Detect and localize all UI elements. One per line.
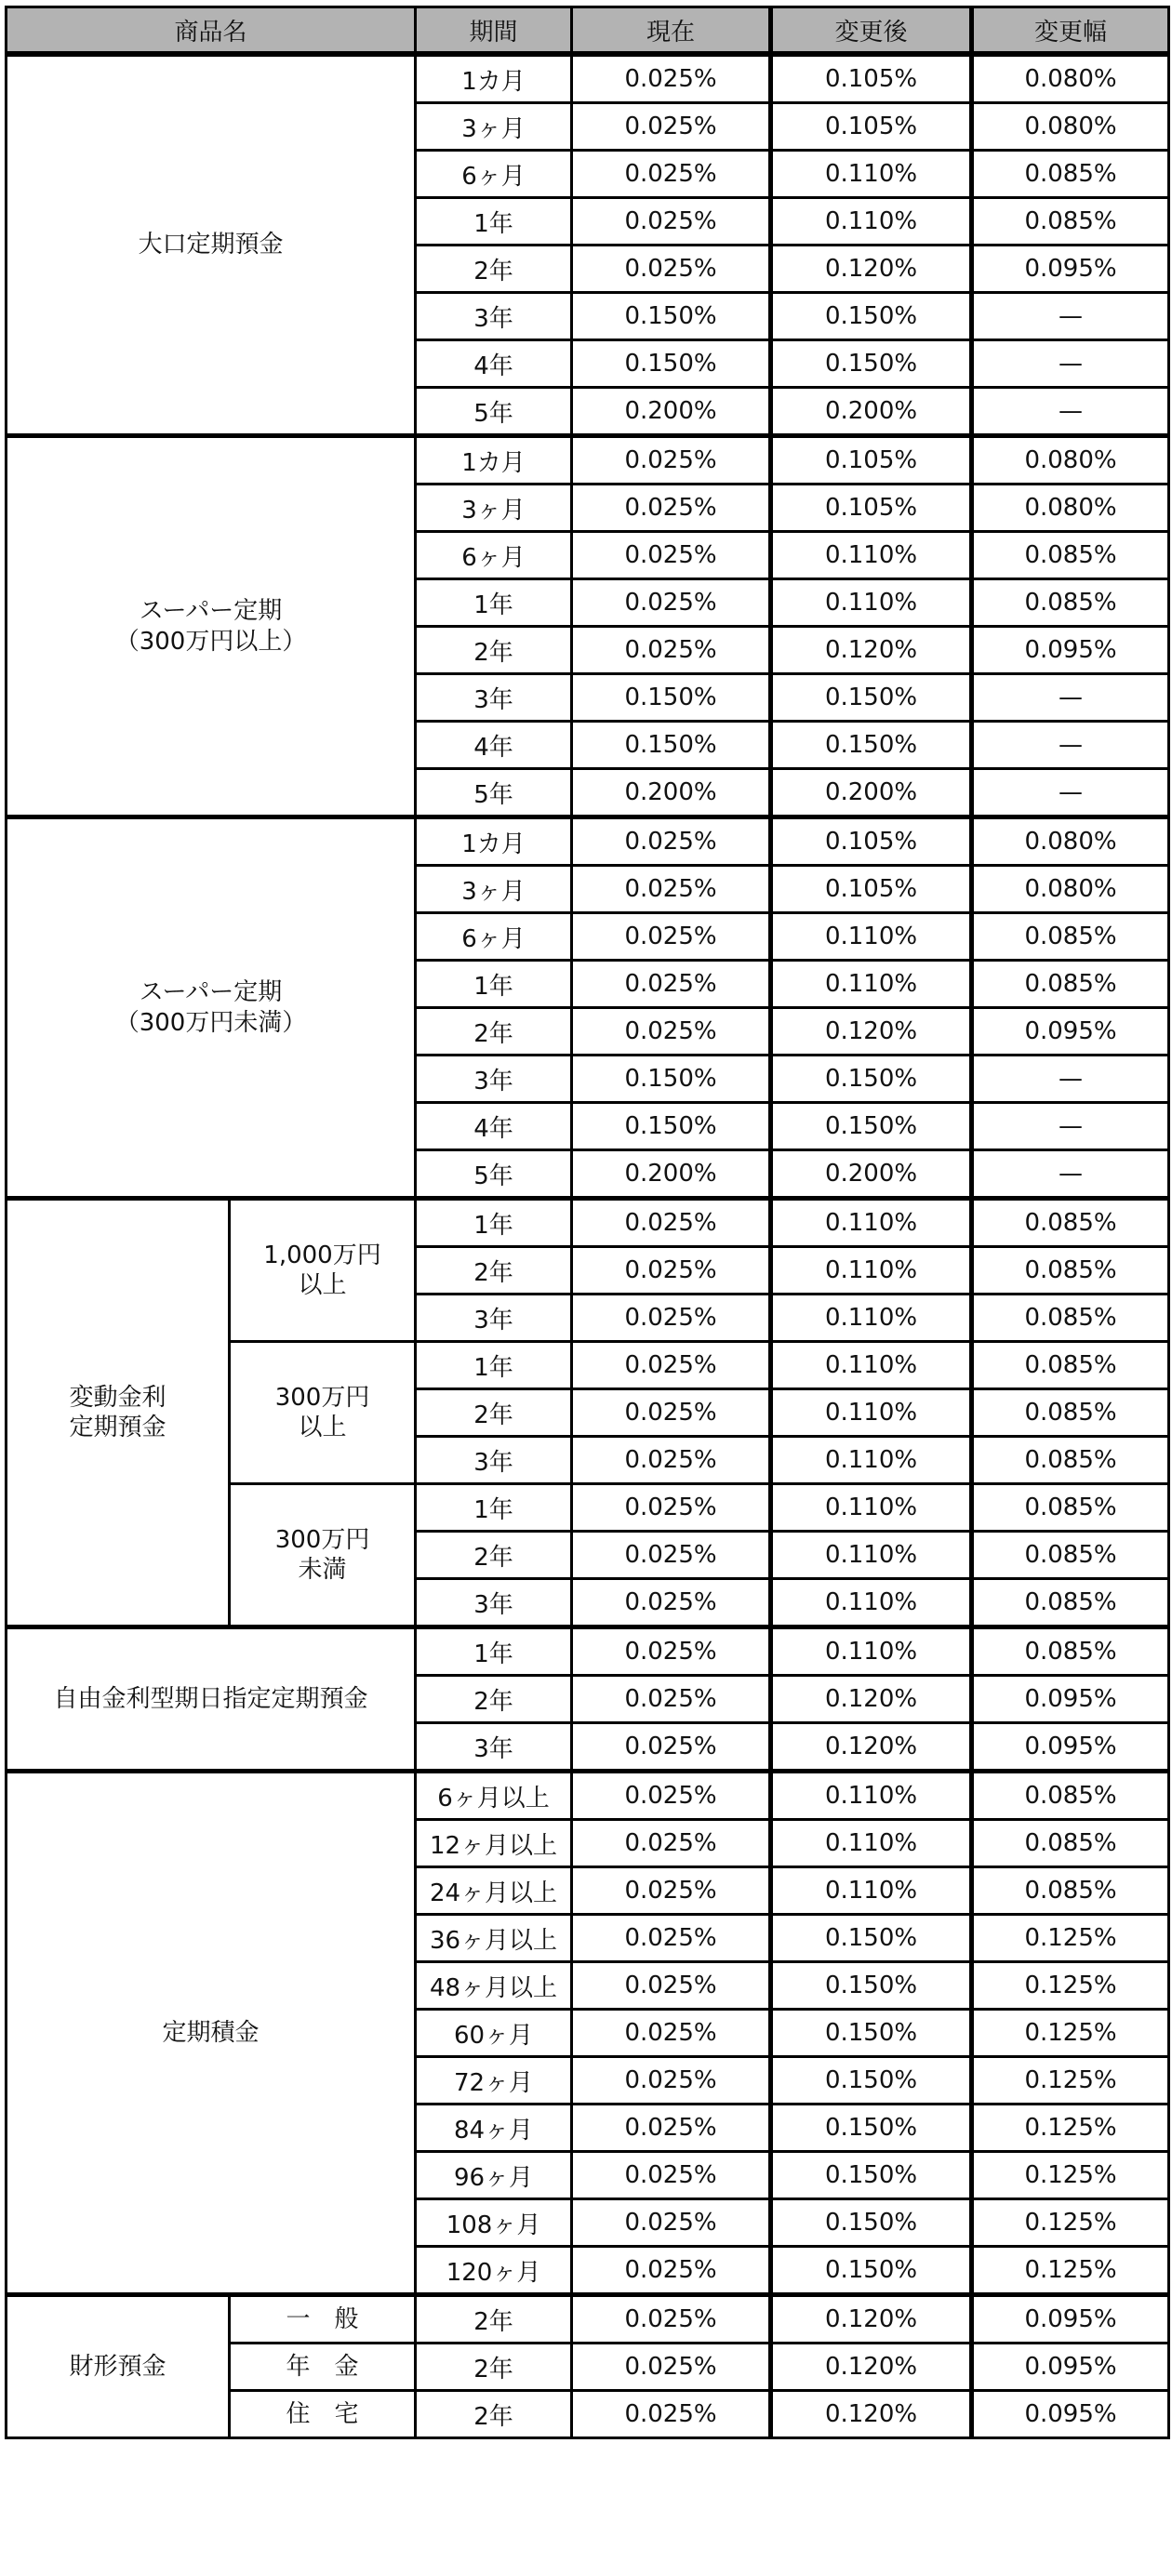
period: 3年 — [416, 1295, 572, 1342]
new-rate: 0.120% — [771, 2391, 972, 2438]
current-rate: 0.025% — [572, 2391, 771, 2438]
period: 3年 — [416, 1056, 572, 1103]
new-rate: 0.120% — [771, 2295, 972, 2344]
new-rate: 0.150% — [771, 2010, 972, 2057]
rate-change: 0.080% — [972, 866, 1169, 913]
new-rate: 0.200% — [771, 1150, 972, 1199]
rate-change: 0.095% — [972, 627, 1169, 674]
current-rate: 0.025% — [572, 103, 771, 151]
product-name: 財形預金 — [7, 2295, 230, 2438]
period: 2年 — [416, 1676, 572, 1723]
rate-change: 0.080% — [972, 103, 1169, 151]
rate-change: 0.095% — [972, 1676, 1169, 1723]
period: 6ヶ月以上 — [416, 1772, 572, 1820]
current-rate: 0.025% — [572, 1627, 771, 1676]
new-rate: 0.150% — [771, 2057, 972, 2105]
period: 1年 — [416, 198, 572, 246]
period: 84ヶ月 — [416, 2105, 572, 2152]
rate-change: — — [972, 340, 1169, 388]
rate-change: 0.080% — [972, 54, 1169, 103]
new-rate: 0.110% — [771, 1342, 972, 1389]
current-rate: 0.025% — [572, 2344, 771, 2391]
rate-change: 0.095% — [972, 2344, 1169, 2391]
current-rate: 0.025% — [572, 2010, 771, 2057]
rate-change: 0.085% — [972, 1247, 1169, 1295]
sub-product-name: 住 宅 — [230, 2391, 416, 2438]
current-rate: 0.025% — [572, 1532, 771, 1579]
rate-change: 0.085% — [972, 1389, 1169, 1437]
product-name: 定期積金 — [7, 1772, 416, 2295]
product-name: スーパー定期 （300万円以上） — [7, 436, 416, 817]
header-change: 変更幅 — [972, 7, 1169, 55]
current-rate: 0.025% — [572, 485, 771, 532]
rate-change: 0.085% — [972, 198, 1169, 246]
new-rate: 0.200% — [771, 388, 972, 436]
current-rate: 0.150% — [572, 722, 771, 769]
period: 24ヶ月以上 — [416, 1867, 572, 1915]
rate-change: — — [972, 388, 1169, 436]
current-rate: 0.025% — [572, 436, 771, 485]
period: 3ヶ月 — [416, 485, 572, 532]
new-rate: 0.120% — [771, 2344, 972, 2391]
new-rate: 0.150% — [771, 2247, 972, 2295]
header-period: 期間 — [416, 7, 572, 55]
new-rate: 0.110% — [771, 1532, 972, 1579]
new-rate: 0.110% — [771, 1437, 972, 1484]
period: 3年 — [416, 293, 572, 340]
rate-change: 0.125% — [972, 1915, 1169, 1962]
rate-change: 0.085% — [972, 961, 1169, 1008]
rate-change: 0.085% — [972, 913, 1169, 961]
current-rate: 0.025% — [572, 817, 771, 866]
rate-change: — — [972, 674, 1169, 722]
new-rate: 0.105% — [771, 485, 972, 532]
new-rate: 0.110% — [771, 1820, 972, 1867]
new-rate: 0.150% — [771, 2105, 972, 2152]
new-rate: 0.120% — [771, 246, 972, 293]
new-rate: 0.105% — [771, 103, 972, 151]
rate-change: 0.125% — [972, 1962, 1169, 2010]
current-rate: 0.025% — [572, 1008, 771, 1056]
current-rate: 0.025% — [572, 2295, 771, 2344]
new-rate: 0.120% — [771, 1008, 972, 1056]
current-rate: 0.025% — [572, 2247, 771, 2295]
header-product: 商品名 — [7, 7, 416, 55]
period: 3年 — [416, 1579, 572, 1627]
sub-product-name: 一 般 — [230, 2295, 416, 2344]
period: 2年 — [416, 2391, 572, 2438]
new-rate: 0.110% — [771, 1627, 972, 1676]
period: 1年 — [416, 1199, 572, 1247]
rate-change: — — [972, 1056, 1169, 1103]
rate-change: — — [972, 722, 1169, 769]
current-rate: 0.025% — [572, 2057, 771, 2105]
new-rate: 0.120% — [771, 627, 972, 674]
period: 1カ月 — [416, 436, 572, 485]
period: 2年 — [416, 1389, 572, 1437]
current-rate: 0.025% — [572, 1342, 771, 1389]
header-current: 現在 — [572, 7, 771, 55]
current-rate: 0.025% — [572, 1484, 771, 1532]
new-rate: 0.150% — [771, 293, 972, 340]
new-rate: 0.105% — [771, 436, 972, 485]
current-rate: 0.025% — [572, 579, 771, 627]
current-rate: 0.025% — [572, 532, 771, 579]
period: 4年 — [416, 1103, 572, 1150]
current-rate: 0.025% — [572, 1579, 771, 1627]
period: 1年 — [416, 1484, 572, 1532]
new-rate: 0.110% — [771, 961, 972, 1008]
new-rate: 0.110% — [771, 1867, 972, 1915]
table-row — [7, 817, 1169, 866]
rate-change: 0.125% — [972, 2010, 1169, 2057]
rate-change: 0.085% — [972, 1772, 1169, 1820]
rate-change: 0.080% — [972, 817, 1169, 866]
period: 5年 — [416, 769, 572, 817]
rate-change: 0.085% — [972, 1437, 1169, 1484]
sub-product-name: 300万円 以上 — [230, 1342, 416, 1484]
rate-change: 0.095% — [972, 2391, 1169, 2438]
period: 3年 — [416, 1723, 572, 1772]
rate-change: 0.125% — [972, 2152, 1169, 2199]
period: 2年 — [416, 2295, 572, 2344]
period: 12ヶ月以上 — [416, 1820, 572, 1867]
period: 5年 — [416, 388, 572, 436]
table-row — [7, 1627, 1169, 1676]
new-rate: 0.150% — [771, 722, 972, 769]
current-rate: 0.150% — [572, 1103, 771, 1150]
rate-change: 0.085% — [972, 151, 1169, 198]
period: 1年 — [416, 961, 572, 1008]
period: 120ヶ月 — [416, 2247, 572, 2295]
table-body — [7, 54, 1169, 2438]
new-rate: 0.110% — [771, 151, 972, 198]
rate-change: 0.085% — [972, 532, 1169, 579]
rate-change: — — [972, 293, 1169, 340]
current-rate: 0.025% — [572, 1389, 771, 1437]
rate-change: 0.095% — [972, 1008, 1169, 1056]
rate-change: — — [972, 1103, 1169, 1150]
table-row — [7, 1199, 1169, 1247]
current-rate: 0.025% — [572, 866, 771, 913]
period: 2年 — [416, 2344, 572, 2391]
current-rate: 0.025% — [572, 198, 771, 246]
table-row — [7, 2295, 1169, 2344]
rate-change: 0.125% — [972, 2057, 1169, 2105]
new-rate: 0.110% — [771, 1579, 972, 1627]
period: 2年 — [416, 627, 572, 674]
period: 5年 — [416, 1150, 572, 1199]
table-row — [7, 436, 1169, 485]
current-rate: 0.025% — [572, 1295, 771, 1342]
current-rate: 0.025% — [572, 54, 771, 103]
sub-product-name: 年 金 — [230, 2344, 416, 2391]
rate-change: 0.085% — [972, 1627, 1169, 1676]
period: 1年 — [416, 1627, 572, 1676]
current-rate: 0.025% — [572, 1772, 771, 1820]
rate-change: 0.085% — [972, 1295, 1169, 1342]
product-name: 自由金利型期日指定定期預金 — [7, 1627, 416, 1772]
new-rate: 0.120% — [771, 1723, 972, 1772]
product-name: 変動金利 定期預金 — [7, 1199, 230, 1627]
period: 2年 — [416, 1247, 572, 1295]
current-rate: 0.025% — [572, 1867, 771, 1915]
current-rate: 0.025% — [572, 1437, 771, 1484]
current-rate: 0.025% — [572, 913, 771, 961]
new-rate: 0.110% — [771, 532, 972, 579]
new-rate: 0.200% — [771, 769, 972, 817]
period: 3ヶ月 — [416, 866, 572, 913]
current-rate: 0.150% — [572, 293, 771, 340]
new-rate: 0.150% — [771, 674, 972, 722]
rate-change: 0.085% — [972, 1199, 1169, 1247]
rate-change: 0.095% — [972, 2295, 1169, 2344]
current-rate: 0.200% — [572, 388, 771, 436]
current-rate: 0.025% — [572, 961, 771, 1008]
rate-change: 0.085% — [972, 579, 1169, 627]
rate-change: 0.125% — [972, 2247, 1169, 2295]
period: 6ヶ月 — [416, 532, 572, 579]
new-rate: 0.150% — [771, 1962, 972, 2010]
period: 96ヶ月 — [416, 2152, 572, 2199]
new-rate: 0.105% — [771, 54, 972, 103]
new-rate: 0.110% — [771, 913, 972, 961]
current-rate: 0.025% — [572, 1199, 771, 1247]
new-rate: 0.105% — [771, 817, 972, 866]
period: 2年 — [416, 1008, 572, 1056]
rate-change: 0.085% — [972, 1484, 1169, 1532]
product-name: 大口定期預金 — [7, 54, 416, 436]
new-rate: 0.105% — [771, 866, 972, 913]
rate-change: 0.080% — [972, 485, 1169, 532]
period: 48ヶ月以上 — [416, 1962, 572, 2010]
period: 3年 — [416, 1437, 572, 1484]
period: 1カ月 — [416, 54, 572, 103]
period: 2年 — [416, 1532, 572, 1579]
period: 60ヶ月 — [416, 2010, 572, 2057]
new-rate: 0.150% — [771, 1103, 972, 1150]
current-rate: 0.025% — [572, 1676, 771, 1723]
rate-change: 0.095% — [972, 1723, 1169, 1772]
rate-change: 0.085% — [972, 1579, 1169, 1627]
current-rate: 0.025% — [572, 246, 771, 293]
sub-product-name: 1,000万円 以上 — [230, 1199, 416, 1342]
period: 6ヶ月 — [416, 913, 572, 961]
rate-change: 0.085% — [972, 1532, 1169, 1579]
current-rate: 0.025% — [572, 627, 771, 674]
period: 1年 — [416, 579, 572, 627]
rate-change: 0.080% — [972, 436, 1169, 485]
new-rate: 0.150% — [771, 340, 972, 388]
rate-change: 0.085% — [972, 1820, 1169, 1867]
sub-product-name: 300万円 未満 — [230, 1484, 416, 1627]
rate-change: 0.095% — [972, 246, 1169, 293]
table-row — [7, 1772, 1169, 1820]
new-rate: 0.150% — [771, 2199, 972, 2247]
period: 2年 — [416, 246, 572, 293]
rate-change: 0.085% — [972, 1867, 1169, 1915]
product-name: スーパー定期 （300万円未満） — [7, 817, 416, 1199]
current-rate: 0.025% — [572, 1820, 771, 1867]
period: 1年 — [416, 1342, 572, 1389]
current-rate: 0.025% — [572, 1962, 771, 2010]
new-rate: 0.150% — [771, 2152, 972, 2199]
new-rate: 0.110% — [771, 1199, 972, 1247]
period: 1カ月 — [416, 817, 572, 866]
new-rate: 0.150% — [771, 1915, 972, 1962]
new-rate: 0.150% — [771, 1056, 972, 1103]
rate-change: — — [972, 1150, 1169, 1199]
current-rate: 0.200% — [572, 769, 771, 817]
new-rate: 0.110% — [771, 1389, 972, 1437]
header-row — [7, 7, 1169, 55]
rate-change-table — [5, 6, 1170, 2439]
current-rate: 0.025% — [572, 151, 771, 198]
current-rate: 0.025% — [572, 1247, 771, 1295]
period: 6ヶ月 — [416, 151, 572, 198]
new-rate: 0.110% — [771, 198, 972, 246]
period: 72ヶ月 — [416, 2057, 572, 2105]
table-row — [7, 54, 1169, 103]
rate-change: 0.085% — [972, 1342, 1169, 1389]
rate-change: 0.125% — [972, 2199, 1169, 2247]
new-rate: 0.120% — [771, 1676, 972, 1723]
current-rate: 0.025% — [572, 1723, 771, 1772]
period: 4年 — [416, 722, 572, 769]
period: 3ヶ月 — [416, 103, 572, 151]
new-rate: 0.110% — [771, 1295, 972, 1342]
new-rate: 0.110% — [771, 1247, 972, 1295]
period: 3年 — [416, 674, 572, 722]
current-rate: 0.150% — [572, 674, 771, 722]
rate-change: 0.125% — [972, 2105, 1169, 2152]
period: 4年 — [416, 340, 572, 388]
current-rate: 0.025% — [572, 2152, 771, 2199]
header-after: 変更後 — [771, 7, 972, 55]
rate-change: — — [972, 769, 1169, 817]
current-rate: 0.150% — [572, 1056, 771, 1103]
current-rate: 0.200% — [572, 1150, 771, 1199]
period: 108ヶ月 — [416, 2199, 572, 2247]
current-rate: 0.025% — [572, 2105, 771, 2152]
current-rate: 0.025% — [572, 1915, 771, 1962]
new-rate: 0.110% — [771, 1484, 972, 1532]
new-rate: 0.110% — [771, 1772, 972, 1820]
current-rate: 0.025% — [572, 2199, 771, 2247]
new-rate: 0.110% — [771, 579, 972, 627]
period: 36ヶ月以上 — [416, 1915, 572, 1962]
current-rate: 0.150% — [572, 340, 771, 388]
